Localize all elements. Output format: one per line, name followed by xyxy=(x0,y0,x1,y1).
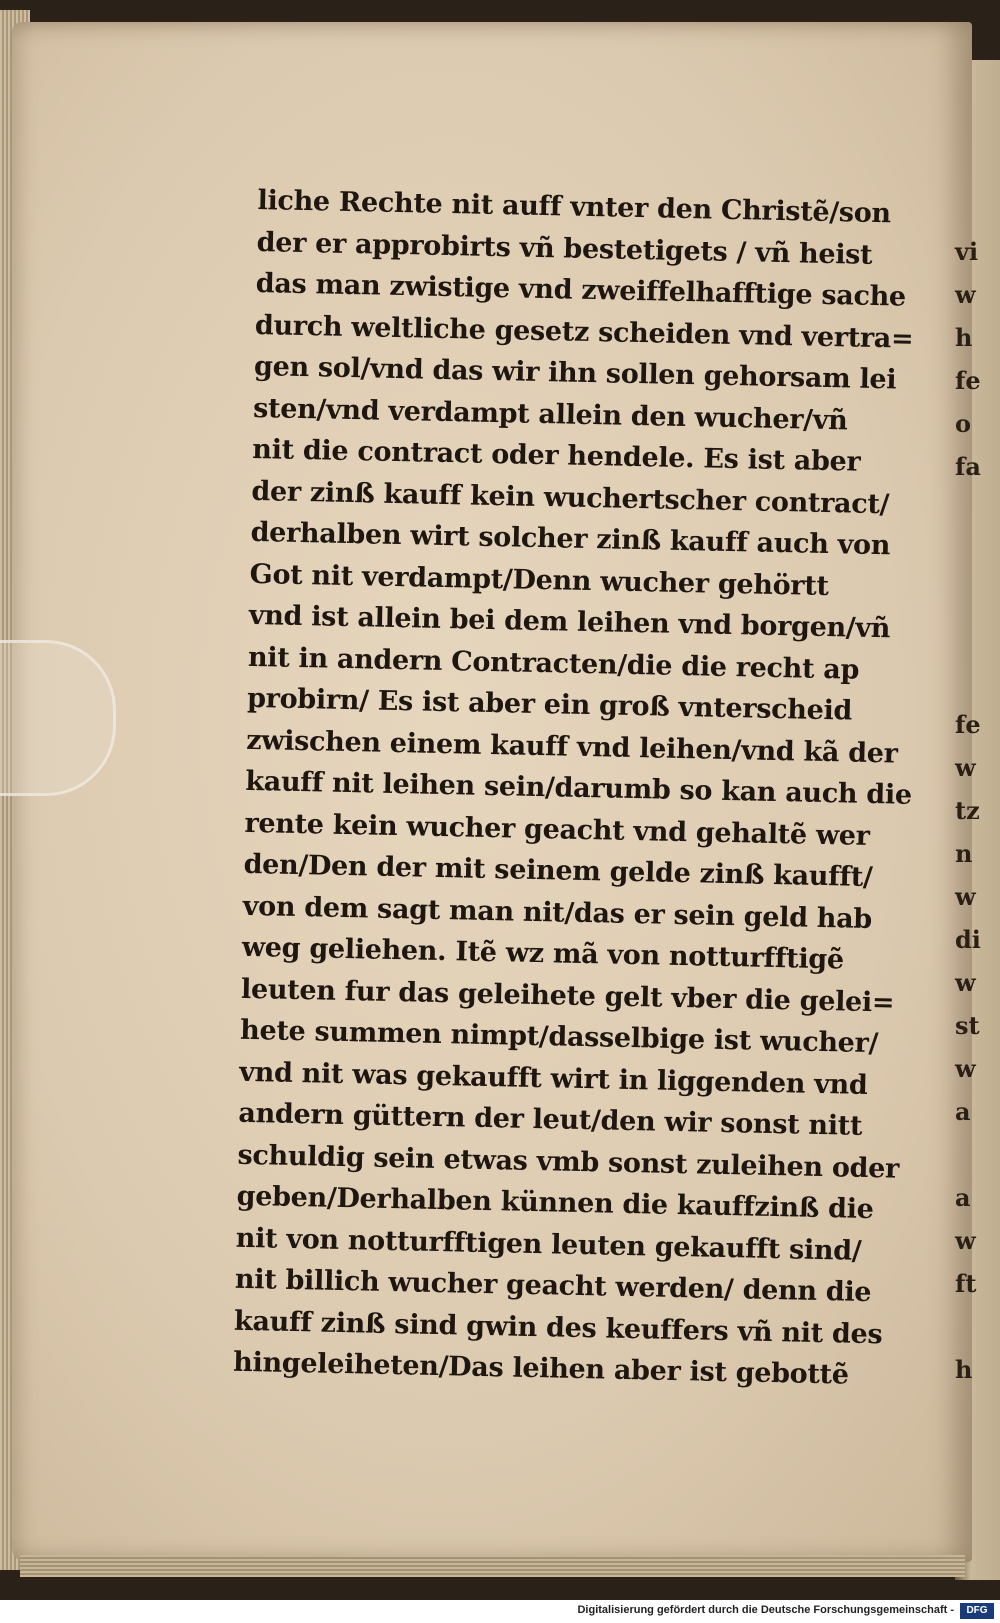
fragment: st xyxy=(955,1011,980,1040)
fragment: fe xyxy=(955,366,981,395)
page-text xyxy=(232,180,914,1397)
fragment xyxy=(955,1305,985,1348)
text-line: nit von notturfftigen leuten gekaufft sind/ xyxy=(235,1222,862,1267)
text-line: nit billich wucher geacht werden/ denn die xyxy=(234,1263,872,1309)
facing-page-fragments xyxy=(955,230,985,1391)
text-line: vnd ist allein bei dem leihen vnd borgen/vñ xyxy=(248,599,891,645)
text-line: probirn/ Es ist aber ein groß vnterscheid xyxy=(246,682,853,727)
fragment: ft xyxy=(955,1269,977,1298)
text-line: rente kein wucher geacht vnd gehaltẽ wer xyxy=(244,807,870,852)
text-line: liche Rechte nit auff vnter den Christẽ/son xyxy=(257,184,892,230)
text-line: hete summen nimpt/dasselbige ist wucher/ xyxy=(239,1014,879,1060)
fragment: a xyxy=(955,1183,971,1212)
text-line: geben/Derhalben künnen die kauffzinß die xyxy=(236,1180,874,1226)
fragment: vi xyxy=(955,237,979,266)
fragment: w xyxy=(955,753,976,782)
text-line: weg geliehen. Itẽ wz mã von notturfftigẽ xyxy=(241,931,845,976)
fragment: w xyxy=(955,968,976,997)
text-line: den/Den der mit seinem gelde zinß kaufft/ xyxy=(243,848,873,894)
fragment: h xyxy=(955,323,973,352)
fragment: o xyxy=(955,409,972,438)
fragment xyxy=(955,1133,985,1176)
text-line: durch weltliche gesetz scheiden vnd vertra= xyxy=(254,309,914,355)
text-line: von dem sagt man nit/das er sein geld hab xyxy=(242,890,873,935)
text-line: das man zwistige vnd zweiffelhafftige sache xyxy=(255,267,907,313)
fragment: w xyxy=(955,280,976,309)
fragment: fa xyxy=(955,452,981,481)
fragment: w xyxy=(955,1054,976,1083)
text-line: der er approbirts vñ bestetigets / vñ heist xyxy=(256,226,873,271)
footer-bar xyxy=(0,1600,1000,1623)
text-line: schuldig sein etwas vmb sonst zuleihen oder xyxy=(237,1139,900,1185)
text-line: hingeleiheten/Das leihen aber ist gebottẽ xyxy=(232,1346,849,1391)
text-line: sten/vnd verdampt allein den wucher/vñ xyxy=(252,392,848,436)
fragment: h xyxy=(955,1355,973,1384)
fragment: w xyxy=(955,1226,976,1255)
fragment xyxy=(955,660,985,703)
fragment: a xyxy=(955,1097,971,1126)
fragment: tz xyxy=(955,796,980,825)
text-line: leuten fur das geleihete gelt vber die gelei= xyxy=(240,973,895,1019)
text-line: gen sol/vnd das wir ihn sollen gehorsam lei xyxy=(253,350,897,396)
fragment: n xyxy=(955,839,973,868)
text-line: der zinß kauff kein wuchertscher contract/ xyxy=(251,475,890,520)
text-line: kauff nit leihen sein/darumb so kan auch die xyxy=(245,765,913,811)
funding-credit: Digitalisierung gefördert durch die Deutsche Forschungsgemeinschaft - xyxy=(577,1604,954,1616)
fragment: fe xyxy=(955,710,981,739)
text-line: zwischen einem kauff vnd leihen/vnd kã der xyxy=(245,724,898,770)
fragment xyxy=(955,531,985,574)
text-line: nit in andern Contracten/die die recht ap xyxy=(247,641,860,686)
fragment xyxy=(955,617,985,660)
text-line: andern güttern der leut/den wir sonst nitt xyxy=(238,1097,863,1142)
fragment: w xyxy=(955,882,976,911)
text-line: kauff zinß sind gwin des keuffers vñ nit des xyxy=(233,1305,883,1350)
dfg-logo: DFG xyxy=(960,1603,994,1619)
fragment xyxy=(955,574,985,617)
page-bottom-edge xyxy=(20,1555,965,1577)
fragment xyxy=(955,488,985,531)
fragment: di xyxy=(955,925,981,954)
text-line: vnd nit was gekaufft wirt in liggenden vnd xyxy=(238,1056,868,1101)
text-line: Got nit verdampt/Denn wucher gehörtt xyxy=(249,558,829,602)
text-line: derhalben wirt solcher zinß kauff auch von xyxy=(250,516,891,562)
text-line: nit die contract oder hendele. Es ist aber xyxy=(252,433,861,478)
